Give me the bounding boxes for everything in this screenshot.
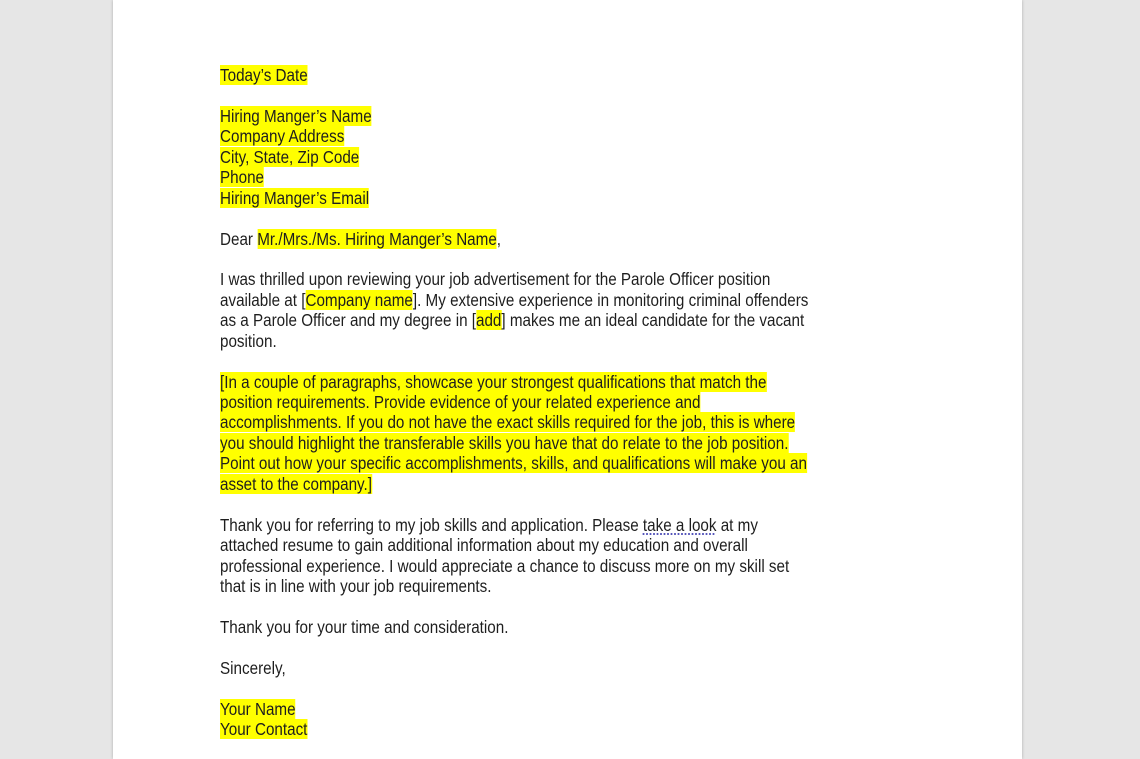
text-segment: Dear — [220, 228, 258, 249]
text-line — [220, 392, 920, 412]
grammar-flagged-text: take a look — [642, 514, 717, 535]
text-line — [220, 372, 920, 392]
text-line — [220, 617, 920, 637]
highlighted-placeholder: Phone — [220, 167, 265, 188]
highlighted-placeholder: asset to the company.] — [220, 473, 372, 494]
text-line — [220, 719, 920, 739]
text-segment: that is in line with your job requirements. — [220, 575, 492, 596]
text-segment: at my — [716, 514, 758, 535]
text-line — [220, 147, 920, 167]
text-segment: Thank you for your time and consideration. — [220, 616, 509, 637]
text-line — [220, 515, 920, 535]
text-line — [220, 310, 920, 330]
text-line — [220, 556, 920, 576]
text-segment: I was thrilled upon reviewing your job advertisement for the Parole Officer position — [220, 269, 771, 290]
highlighted-placeholder: Your Name — [220, 698, 296, 719]
text-line — [220, 331, 920, 351]
text-line — [220, 658, 920, 678]
text-line — [220, 453, 920, 473]
text-line — [220, 269, 920, 289]
highlighted-placeholder: [In a couple of paragraphs, showcase your strongest qualifications that match the — [220, 371, 767, 392]
text-segment: attached resume to gain additional information about my education and overall — [220, 535, 748, 556]
blank-line — [220, 85, 920, 105]
text-segment: available at [ — [220, 289, 306, 310]
text-segment: , — [496, 228, 502, 249]
text-line — [220, 474, 920, 494]
text-line — [220, 433, 920, 453]
highlighted-placeholder: add — [476, 310, 502, 331]
highlighted-placeholder: Your Contact — [220, 719, 308, 739]
blank-line — [220, 351, 920, 371]
highlighted-placeholder: Point out how your specific accomplishments, skills, and qualifications will make you an — [220, 453, 807, 474]
text-segment: ] makes me an ideal candidate for the vacant — [501, 310, 805, 331]
highlighted-placeholder: Company name — [305, 289, 413, 310]
text-line — [220, 65, 920, 85]
highlighted-placeholder: Mr./Mrs./Ms. Hiring Manger’s Name — [257, 228, 497, 249]
text-segment: professional experience. I would appreciate a chance to discuss more on my skill set — [220, 555, 790, 576]
text-line — [220, 535, 920, 555]
blank-line — [220, 249, 920, 269]
text-line — [220, 126, 920, 146]
text-line — [220, 290, 920, 310]
blank-line — [220, 637, 920, 657]
text-line — [220, 412, 920, 432]
blank-line — [220, 678, 920, 698]
highlighted-placeholder: Today’s Date — [220, 65, 308, 85]
text-line — [220, 167, 920, 187]
text-line — [220, 699, 920, 719]
text-segment: Sincerely, — [220, 657, 286, 678]
text-line — [220, 188, 920, 208]
highlighted-placeholder: you should highlight the transferable skills you have that do relate to the job position. — [220, 432, 789, 453]
highlighted-placeholder: accomplishments. If you do not have the exact skills required for the job, this is where — [220, 412, 796, 433]
text-segment: ]. My extensive experience in monitoring criminal offenders — [412, 289, 809, 310]
letter-body[interactable] — [220, 65, 920, 739]
document-page — [113, 0, 1022, 759]
highlighted-placeholder: Hiring Manger’s Name — [220, 105, 372, 126]
highlighted-placeholder: Hiring Manger’s Email — [220, 187, 370, 208]
blank-line — [220, 208, 920, 228]
text-segment: position. — [220, 330, 277, 351]
highlighted-placeholder: position requirements. Provide evidence of your related experience and — [220, 392, 701, 412]
highlighted-placeholder: City, State, Zip Code — [220, 146, 360, 167]
highlighted-placeholder: Company Address — [220, 126, 345, 147]
text-line — [220, 229, 920, 249]
blank-line — [220, 596, 920, 616]
blank-line — [220, 494, 920, 514]
text-segment: as a Parole Officer and my degree in [ — [220, 310, 477, 331]
text-line — [220, 576, 920, 596]
text-line — [220, 106, 920, 126]
text-segment: Thank you for referring to my job skills and application. Please — [220, 514, 643, 535]
